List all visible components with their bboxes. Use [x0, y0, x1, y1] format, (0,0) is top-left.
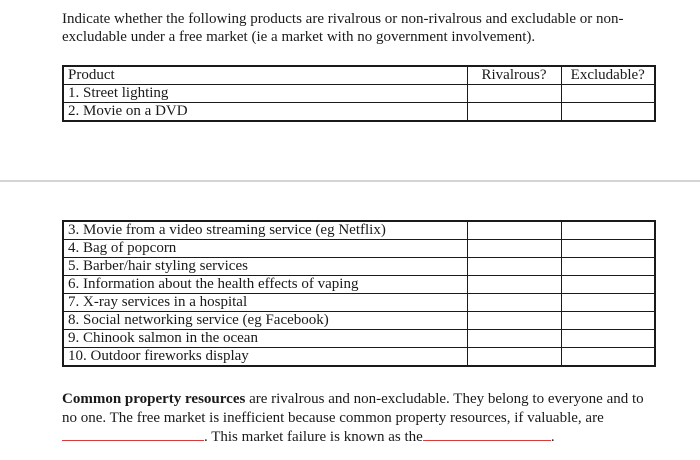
table-row: [63, 276, 655, 294]
header-excludable: Excludable?: [561, 66, 655, 85]
product-label: 3. Movie from a video streaming service (eg Netflix): [63, 221, 467, 240]
excludable-answer-cell[interactable]: [561, 103, 655, 122]
excludable-answer-cell[interactable]: [561, 312, 655, 330]
rivalrous-answer-cell[interactable]: [467, 85, 561, 103]
rivalrous-answer-cell[interactable]: [467, 240, 561, 258]
table-row: [63, 258, 655, 276]
rivalrous-answer-cell[interactable]: [467, 221, 561, 240]
excludable-answer-cell[interactable]: [561, 276, 655, 294]
table-row: [63, 221, 655, 240]
closing-text-part2: . This market failure is known as the: [204, 429, 423, 445]
product-label: 8. Social networking service (eg Facebook): [63, 312, 467, 330]
excludable-answer-cell[interactable]: [561, 85, 655, 103]
table-row: [63, 103, 655, 122]
closing-paragraph: [62, 390, 662, 447]
closing-text-part1: are rivalrous and non-excludable. They belong to everyone and to no one. The free market is inefficient because common property resources, if valuable, are: [62, 391, 644, 426]
excludable-answer-cell[interactable]: [561, 294, 655, 312]
answer-blank-2[interactable]: [423, 439, 551, 441]
excludable-answer-cell[interactable]: [561, 330, 655, 348]
product-label: 5. Barber/hair styling services: [63, 258, 467, 276]
table-row: [63, 348, 655, 367]
product-label: 9. Chinook salmon in the ocean: [63, 330, 467, 348]
rivalrous-answer-cell[interactable]: [467, 103, 561, 122]
product-label: 10. Outdoor fireworks display: [63, 348, 467, 367]
answer-blank-1[interactable]: [62, 439, 204, 441]
product-label: 1. Street lighting: [63, 85, 467, 103]
products-table-part2: [62, 220, 656, 367]
excludable-answer-cell[interactable]: [561, 258, 655, 276]
rivalrous-answer-cell[interactable]: [467, 294, 561, 312]
product-label: 6. Information about the health effects of vaping: [63, 276, 467, 294]
rivalrous-answer-cell[interactable]: [467, 312, 561, 330]
products-table-part1: [62, 65, 656, 122]
table-row: [63, 330, 655, 348]
header-rivalrous: Rivalrous?: [467, 66, 561, 85]
instructions-text: Indicate whether the following products are rivalrous or non-rivalrous and excludable or non-excludable under a free market (ie a market with no government involvement).: [62, 11, 624, 45]
table-row: [63, 294, 655, 312]
rivalrous-answer-cell[interactable]: [467, 348, 561, 367]
rivalrous-answer-cell[interactable]: [467, 330, 561, 348]
table-header-row: [63, 66, 655, 85]
product-label: 7. X-ray services in a hospital: [63, 294, 467, 312]
table-row: [63, 240, 655, 258]
product-label: 4. Bag of popcorn: [63, 240, 467, 258]
common-property-term: Common property resources: [62, 391, 246, 407]
closing-text-part3: .: [550, 429, 555, 445]
product-label: 2. Movie on a DVD: [63, 103, 467, 122]
section-divider: [0, 180, 700, 182]
table-row: [63, 85, 655, 103]
excludable-answer-cell[interactable]: [561, 221, 655, 240]
rivalrous-answer-cell[interactable]: [467, 258, 561, 276]
excludable-answer-cell[interactable]: [561, 240, 655, 258]
excludable-answer-cell[interactable]: [561, 348, 655, 367]
header-product: Product: [63, 66, 467, 85]
rivalrous-answer-cell[interactable]: [467, 276, 561, 294]
table-row: [63, 312, 655, 330]
